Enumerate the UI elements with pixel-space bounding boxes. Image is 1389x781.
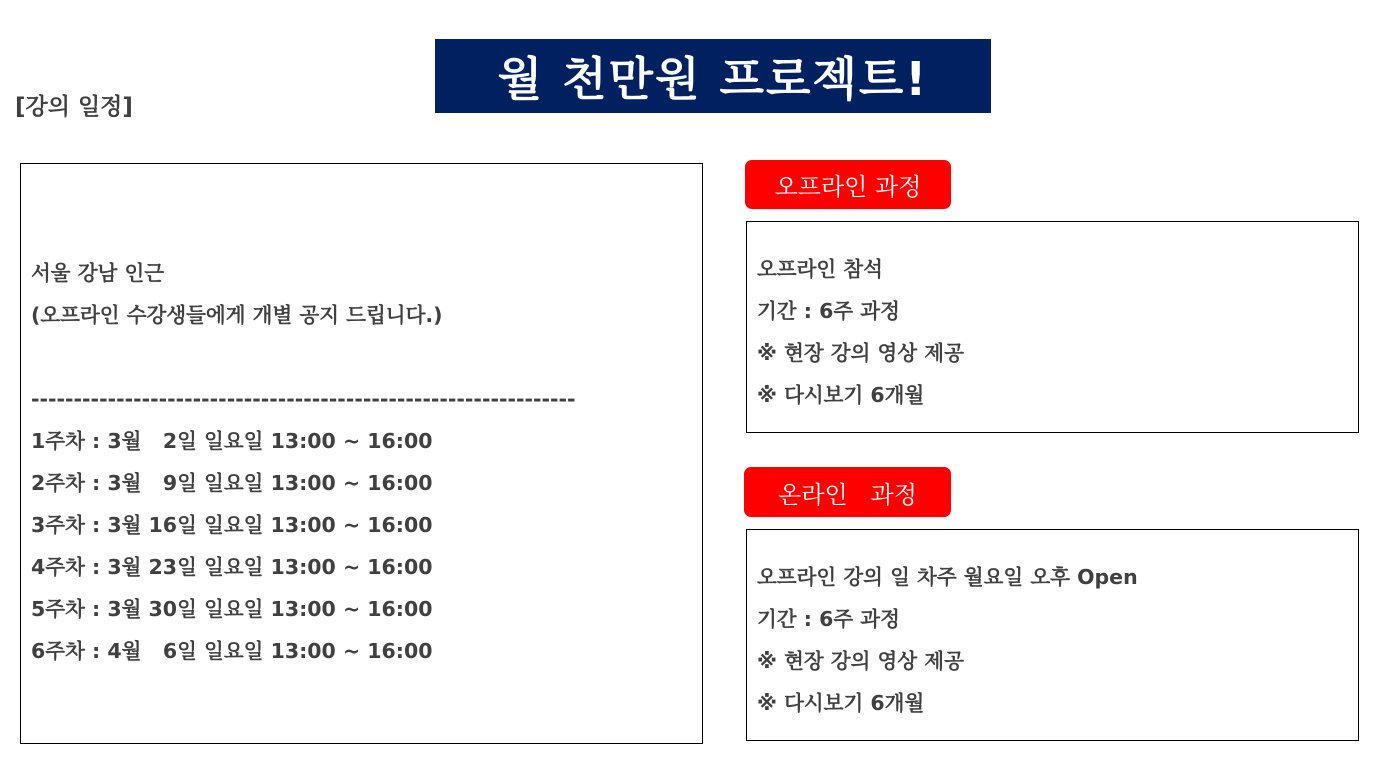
schedule-divider: ---------------------------------------------------------------- bbox=[31, 387, 576, 411]
online-course-label: 온라인 과정 bbox=[778, 480, 917, 509]
offline-course-label: 오프라인 과정 bbox=[774, 173, 922, 201]
schedule-week-1: 1주차 : 3월 2일 일요일 13:00 ~ 16:00 bbox=[31, 429, 433, 453]
schedule-panel bbox=[20, 163, 703, 744]
schedule-week-6: 6주차 : 4월 6일 일요일 13:00 ~ 16:00 bbox=[31, 639, 433, 663]
page-title: 월 천만원 프로젝트! bbox=[497, 52, 929, 106]
offline-course-line-1: 오프라인 참석 bbox=[757, 257, 883, 281]
schedule-week-4: 4주차 : 3월 23일 일요일 13:00 ~ 16:00 bbox=[31, 555, 433, 579]
section-label-schedule: [강의 일정] bbox=[15, 94, 133, 120]
schedule-spacer bbox=[31, 336, 702, 378]
online-course-line-3: ※ 현장 강의 영상 제공 bbox=[757, 649, 964, 673]
offline-course-line-2: 기간 : 6주 과정 bbox=[757, 299, 900, 323]
page-title-banner bbox=[435, 39, 991, 113]
online-course-badge bbox=[744, 467, 951, 517]
online-course-line-2: 기간 : 6주 과정 bbox=[757, 607, 900, 631]
schedule-week-5: 5주차 : 3월 30일 일요일 13:00 ~ 16:00 bbox=[31, 597, 433, 621]
offline-course-panel bbox=[746, 221, 1359, 433]
online-course-panel bbox=[746, 529, 1359, 741]
online-course-line-4: ※ 다시보기 6개월 bbox=[757, 691, 925, 715]
offline-course-badge bbox=[745, 160, 951, 209]
schedule-notice: (오프라인 수강생들에게 개별 공지 드립니다.) bbox=[31, 303, 443, 327]
schedule-week-2: 2주차 : 3월 9일 일요일 13:00 ~ 16:00 bbox=[31, 471, 433, 495]
schedule-location: 서울 강남 인근 bbox=[31, 261, 165, 285]
offline-course-line-4: ※ 다시보기 6개월 bbox=[757, 383, 925, 407]
schedule-week-3: 3주차 : 3월 16일 일요일 13:00 ~ 16:00 bbox=[31, 513, 433, 537]
offline-course-line-3: ※ 현장 강의 영상 제공 bbox=[757, 341, 964, 365]
online-course-line-1: 오프라인 강의 일 차주 월요일 오후 Open bbox=[757, 565, 1138, 589]
